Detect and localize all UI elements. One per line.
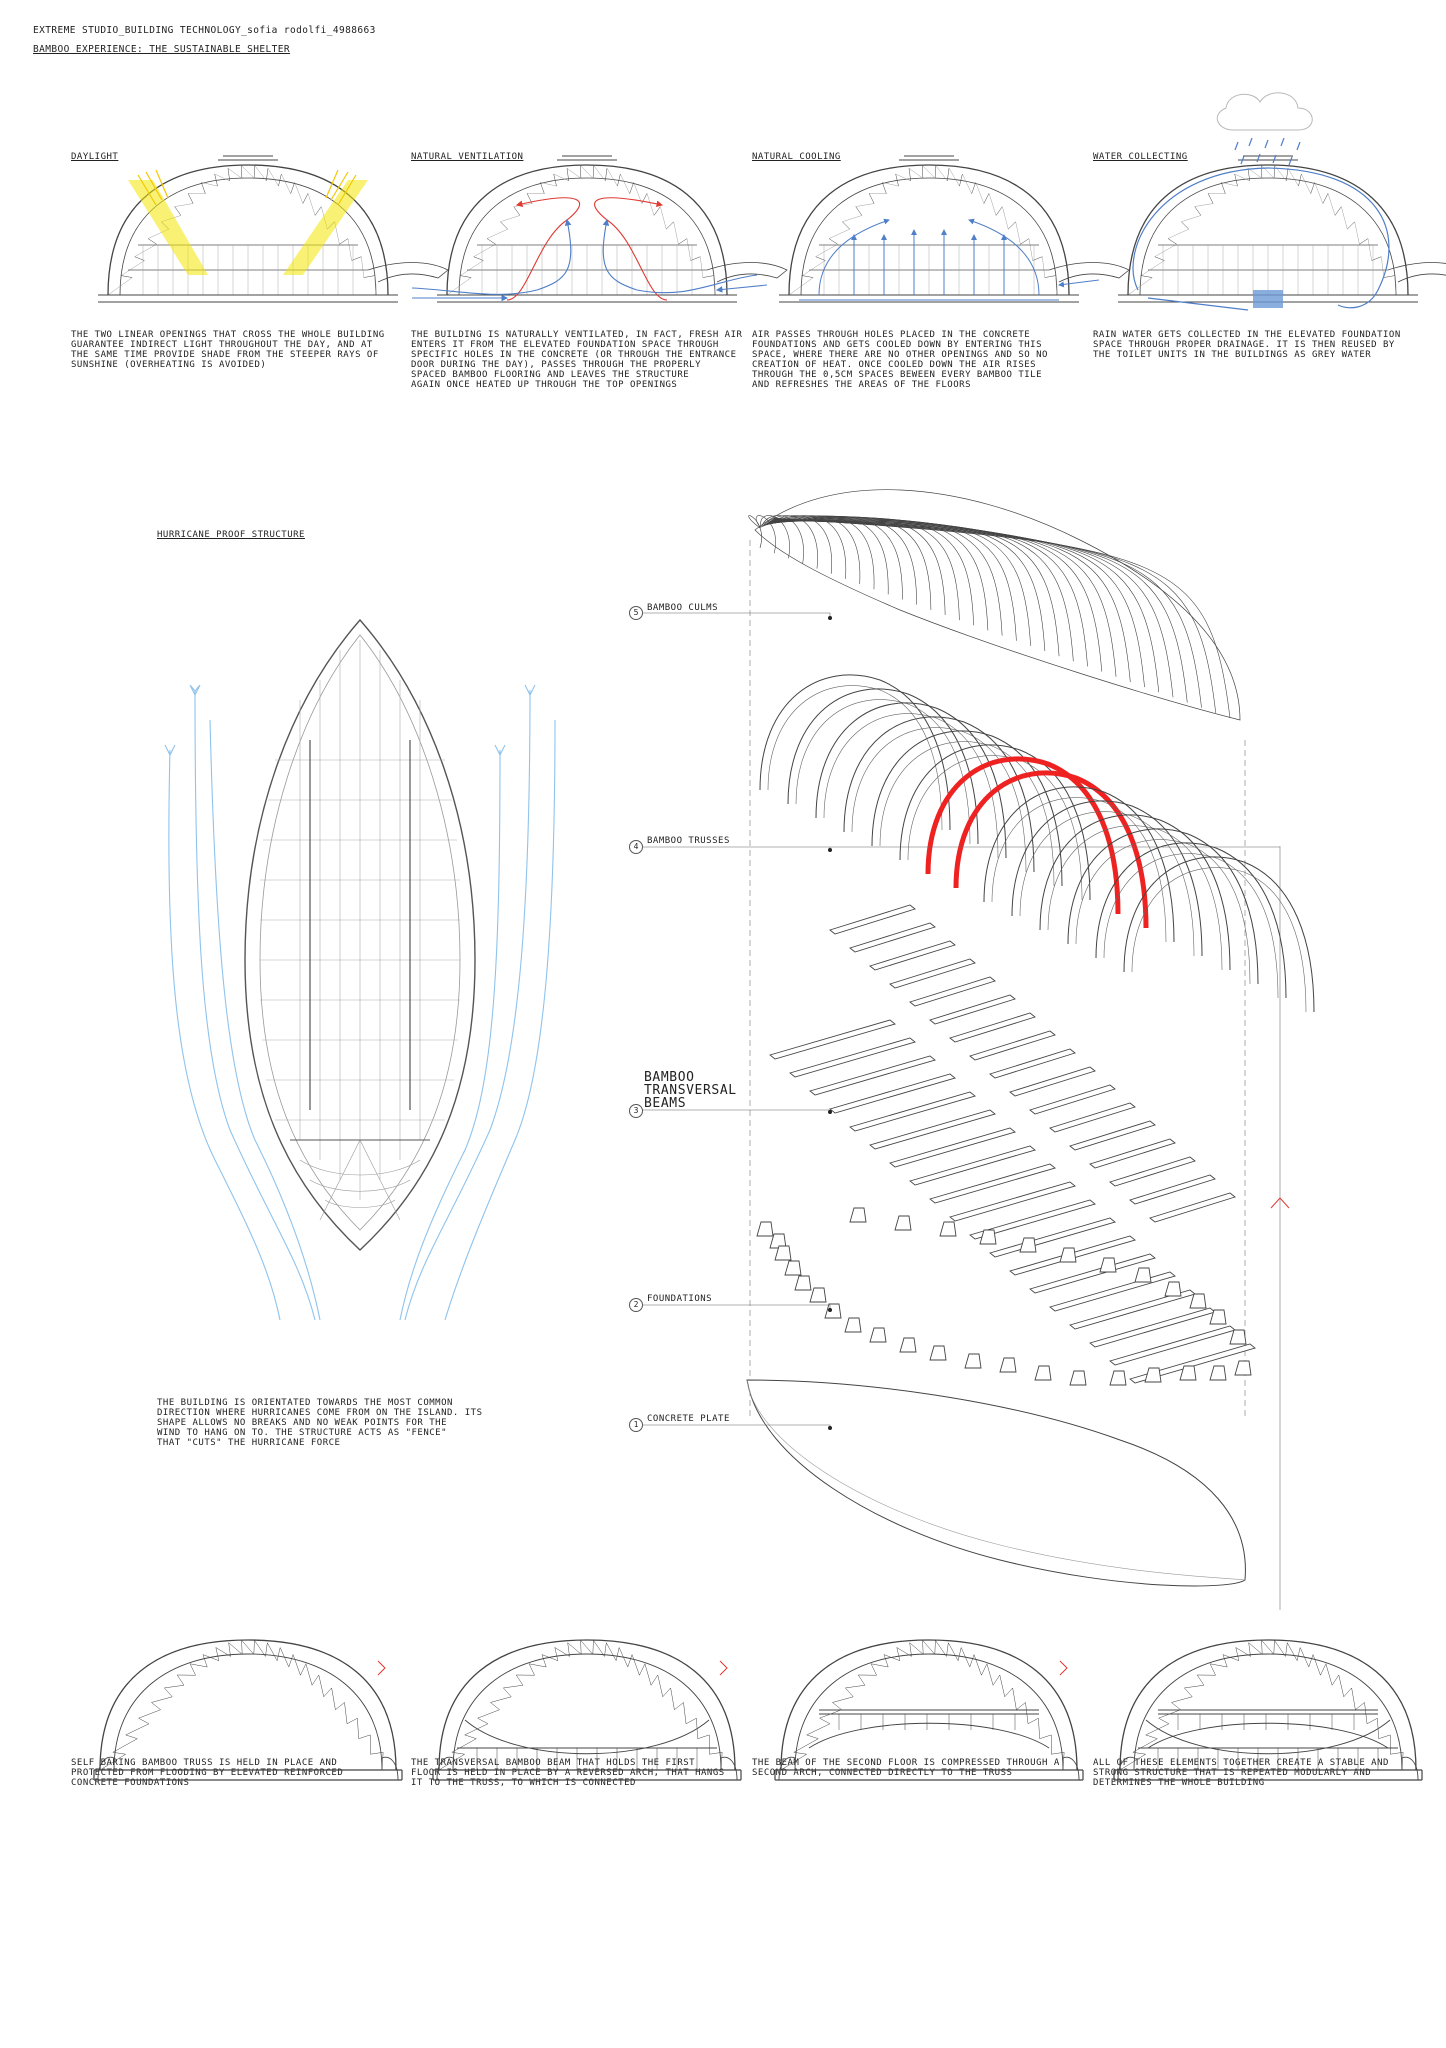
truss-step-3-text: THE BEAM OF THE SECOND FLOOR IS COMPRESSED THROUGH A SECOND ARCH, CONNECTED DIRECTLY TO THE TRUSS	[752, 1758, 1060, 1778]
truss-step-4-drawing	[1114, 1640, 1422, 1780]
ventilation-section-drawing	[437, 156, 787, 302]
truss-step-3-drawing	[775, 1640, 1083, 1780]
hurricane-description: THE BUILDING IS ORIENTATED TOWARDS THE MOST COMMON DIRECTION WHERE HURRICANES COME FROM ON THE ISLAND. ITS SHAPE ALLOWS NO BREAKS AND NO WEAK POINTS FOR THE WIND TO HANG ON TO. THE STRUCTURE ACTS AS "FENCE" THAT "CUTS" THE HURRICANE FORCE	[157, 1398, 483, 1448]
natural-cooling-title: NATURAL COOLING	[752, 152, 841, 162]
bamboo-trusses-layer	[760, 675, 1314, 1012]
layer-5-number: 5	[629, 606, 643, 620]
layer-3-number: 3	[629, 1104, 643, 1118]
layer-1-label: CONCRETE PLATE	[647, 1414, 730, 1424]
natural-ventilation-title: NATURAL VENTILATION	[411, 152, 524, 162]
layer-1-number: 1	[629, 1418, 643, 1432]
board-subtitle: BAMBOO EXPERIENCE: THE SUSTAINABLE SHELTER	[33, 44, 291, 55]
water-section-drawing	[1118, 156, 1446, 302]
truss-step-2-drawing	[433, 1640, 741, 1780]
daylight-section-drawing	[98, 156, 448, 302]
course-header: EXTREME STUDIO_BUILDING TECHNOLOGY_sofia rodolfi_4988663	[33, 25, 376, 36]
hurricane-title: HURRICANE PROOF STRUCTURE	[157, 530, 305, 540]
truss-step-1-drawing	[94, 1640, 402, 1780]
natural-cooling-description: AIR PASSES THROUGH HOLES PLACED IN THE CONCRETE FOUNDATIONS AND GETS COOLED DOWN BY ENTERING THIS SPACE, WHERE THERE ARE NO OTHER OPENINGS AND SO NO CREATION OF HEAT. ONCE COOLED DOWN THE AIR RISES THROUGH THE 0,5CM SPACES BEWEEN EVERY BAMBOO TILE AND REFRESHES THE AREAS OF THE FLOORS	[752, 330, 1048, 390]
daylight-title: DAYLIGHT	[71, 152, 119, 162]
bamboo-culms-layer	[749, 490, 1240, 720]
truss-step-1-text: SELF BARING BAMBOO TRUSS IS HELD IN PLACE AND PROTECTED FROM FLOODING BY ELEVATED REINFORCED CONCRETE FOUNDATIONS	[71, 1758, 344, 1788]
water-collecting-title: WATER COLLECTING	[1093, 152, 1188, 162]
layer-4-label: BAMBOO TRUSSES	[647, 836, 730, 846]
natural-ventilation-description: THE BUILDING IS NATURALLY VENTILATED, IN FACT, FRESH AIR ENTERS IT FROM THE ELEVATED FOUNDATION SPACE THROUGH SPECIFIC HOLES IN THE CONCRETE (OR THROUGH THE ENTRANCE DOOR DURING THE DAY), PASSES THROUGH THE PROPERLY SPACED BAMBOO FLOORING AND LEAVES THE STRUCTURE AGAIN ONCE HEATED UP THROUGH THE TOP OPENINGS	[411, 330, 743, 390]
exploded-axonometric	[642, 490, 1314, 1610]
step-arrows	[378, 1661, 1067, 1675]
daylight-description: THE TWO LINEAR OPENINGS THAT CROSS THE WHOLE BUILDING GUARANTEE INDIRECT LIGHT THROUGHOUT THE DAY, AND AT THE SAME TIME PROVIDE SHADE FROM THE STEEPER RAYS OF SUNSHINE (OVERHEATING IS AVOIDED)	[71, 330, 385, 370]
cooling-section-drawing	[779, 156, 1129, 302]
bamboo-beams-layer	[770, 905, 1255, 1383]
cloud-icon	[1217, 93, 1312, 130]
layer-2-label: FOUNDATIONS	[647, 1294, 713, 1304]
layer-3-label: BAMBOO TRANSVERSAL BEAMS	[644, 1070, 737, 1111]
layer-2-number: 2	[629, 1298, 643, 1312]
truss-step-2-text: THE TRANSVERSAL BAMBOO BEAM THAT HOLDS THE FIRST FLOOR IS HELD IN PLACE BY A REVERSED ARCH, THAT HANGS IT TO THE TRUSS, TO WHICH IS CONNECTED	[411, 1758, 725, 1788]
layer-4-number: 4	[629, 840, 643, 854]
cooling-airflow	[799, 220, 1099, 300]
water-collecting-description: RAIN WATER GETS COLLECTED IN THE ELEVATED FOUNDATION SPACE THROUGH PROPER DRAINAGE. IT IS THEN REUSED BY THE TOILET UNITS IN THE BUILDINGS AS GREY WATER	[1093, 330, 1401, 360]
layer-5-label: BAMBOO CULMS	[647, 603, 719, 613]
water-collection-overlay	[1133, 93, 1389, 310]
concrete-plate-layer	[747, 1380, 1245, 1586]
truss-step-4-text: ALL OF THESE ELEMENTS TOGETHER CREATE A STABLE AND STRONG STRUCTURE THAT IS REPEATED MODULARLY AND DETERMINES THE WHOLE BUILDING	[1093, 1758, 1389, 1788]
hurricane-plan	[165, 620, 555, 1320]
ventilation-airflow	[412, 198, 767, 300]
